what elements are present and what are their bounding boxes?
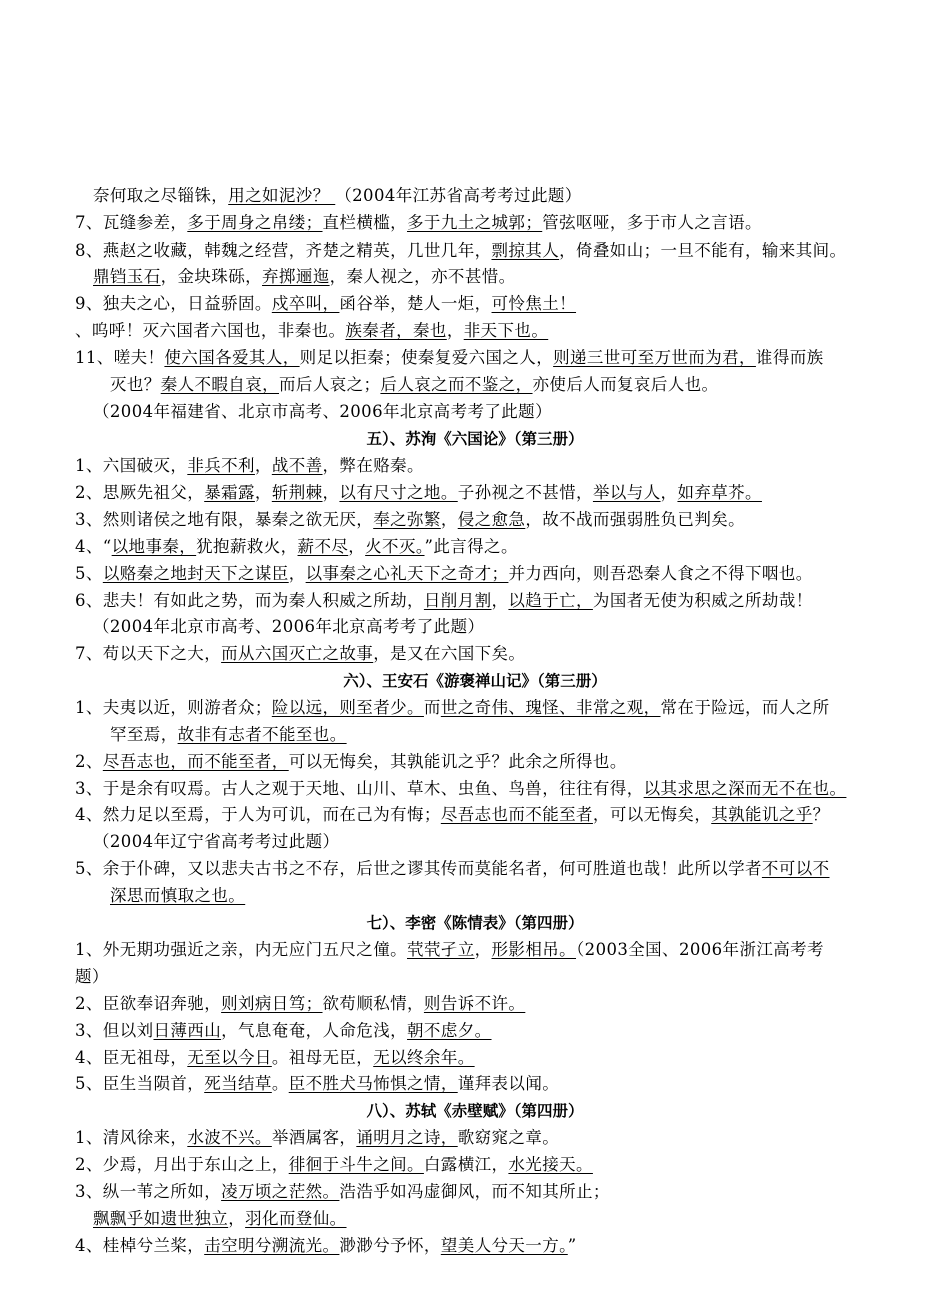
underlined-text: 非天下也。	[463, 321, 549, 340]
text-segment: 而	[423, 698, 441, 717]
text-segment: 4、桂棹兮兰桨，	[75, 1236, 205, 1255]
text-segment: 可以无悔矣，其孰能讥之乎？此余之所得也。	[288, 752, 627, 771]
text-line	[75, 1128, 559, 1148]
section-heading	[0, 1101, 950, 1121]
text-line	[75, 940, 824, 960]
underlined-text: 飘飘乎如遗世独立	[93, 1209, 229, 1228]
underlined-text: 使六国各爱其人，	[164, 348, 300, 367]
text-segment: 、呜呼！灭六国者六国也，非秦也。	[75, 321, 346, 340]
text-segment: ，	[254, 483, 272, 502]
text-line	[75, 779, 846, 799]
text-segment: 谨拜表以闻。	[457, 1074, 560, 1093]
text-segment: （2004年辽宁省高考考过此题）	[93, 832, 340, 851]
text-segment: 5、余于仆碑，又以悲夫古书之不存，后世之谬其传而莫能名者，何可胜道也哉！此所以学者	[75, 859, 762, 878]
text-line	[75, 294, 576, 314]
text-line	[75, 644, 525, 664]
text-segment: ，	[288, 564, 306, 583]
text-segment: 8、燕赵之收藏，韩魏之经营，齐楚之精英，几世几年，	[75, 241, 492, 260]
text-segment: 子孙视之不甚惜，	[457, 483, 593, 502]
underlined-text: 则刘病日笃；	[221, 994, 323, 1013]
text-segment: ，	[228, 1209, 246, 1228]
underlined-text: 则告诉不许。	[423, 994, 526, 1013]
text-line	[75, 994, 525, 1014]
text-line	[75, 967, 109, 987]
underlined-text: 战不善	[271, 456, 323, 475]
text-segment: 渺渺兮予怀，	[339, 1236, 441, 1255]
text-segment: 。祖母无臣，	[271, 1048, 374, 1067]
text-segment: 3、然则诸侯之地有限，暴秦之欲无厌，	[75, 510, 374, 529]
text-segment: ，	[254, 456, 272, 475]
underlined-text: 故非有志者不能至也。	[177, 725, 347, 744]
text-segment: 五）、苏洵《六国论》（第三册）	[366, 430, 584, 448]
underlined-text: 尽吾志也而不能至者	[440, 805, 593, 824]
text-line	[93, 832, 339, 852]
text-segment: 奈何取之尽锱铢，	[93, 186, 229, 205]
text-segment: （2004年北京市高考、2006年北京高考考了此题）	[93, 617, 485, 636]
underlined-text: 用之如泥沙？	[228, 186, 336, 205]
text-segment: ，是又在六国下矣。	[373, 644, 526, 663]
underlined-text: 族秦者，秦也	[345, 321, 447, 340]
text-segment: 谁得而族	[755, 348, 824, 367]
underlined-text: 其孰能讥之乎	[711, 805, 813, 824]
underlined-text: 火不灭。	[365, 537, 425, 556]
text-segment: ，	[446, 321, 464, 340]
underlined-text: 多于周身之帛缕；	[187, 213, 323, 232]
text-segment: （2003全国、2006年浙江高考考	[576, 940, 824, 959]
text-line	[75, 348, 824, 368]
text-segment: ，	[474, 940, 492, 959]
text-segment: 歌窈窕之章。	[457, 1128, 560, 1147]
underlined-text: 世之奇伟、瑰怪、非常之观，	[440, 698, 661, 717]
text-segment: 则足以拒秦；使秦复爱六国之人，	[299, 348, 554, 367]
underlined-text: 羽化而登仙。	[245, 1209, 347, 1228]
underlined-text: 击空明兮溯流光。	[204, 1236, 340, 1255]
text-segment: 1、清风徐来，	[75, 1128, 188, 1147]
underlined-text: 死当结草	[204, 1074, 272, 1093]
underlined-text: 可怜焦土！	[491, 294, 577, 313]
underlined-text: 而从六国灭亡之故事	[221, 644, 374, 663]
underlined-text: 如弃草芥。	[677, 483, 762, 502]
text-line	[75, 859, 830, 879]
text-segment: 八）、苏轼《赤壁赋》（第四册）	[366, 1102, 584, 1120]
underlined-text: 薪不尽	[297, 537, 349, 556]
underlined-text: 举以与人	[592, 483, 661, 502]
text-segment: 2、少焉，月出于东山之上，	[75, 1155, 289, 1174]
text-line	[75, 537, 518, 557]
text-line	[75, 1048, 475, 1068]
text-segment: 。	[271, 1074, 289, 1093]
text-segment: 常在于险远，而人之所	[660, 698, 830, 717]
text-segment: 浩浩乎如冯虚御风，而不知其所止；	[339, 1182, 610, 1201]
text-segment: 亦使后人而复哀后人也。	[532, 375, 719, 394]
text-segment: 5、	[75, 564, 103, 583]
underlined-text: 戍卒叫，	[271, 294, 340, 313]
text-segment: 11、嗟夫！	[75, 348, 165, 367]
underlined-text: 诵明月之诗，	[356, 1128, 458, 1147]
text-segment: ”	[567, 1236, 577, 1255]
underlined-text: 无至以今日	[187, 1048, 272, 1067]
text-segment: ，气息奄奄，人命危浅，	[221, 1021, 408, 1040]
underlined-text: 尽吾志也，而不能至者，	[102, 752, 289, 771]
text-segment: 为国者无使为积威之所劫哉！	[592, 591, 813, 610]
text-line	[75, 805, 830, 825]
underlined-text: 斩荆棘	[271, 483, 323, 502]
text-line	[75, 241, 846, 261]
text-line	[110, 375, 718, 395]
underlined-text: 则递三世可至万世而为君，	[553, 348, 756, 367]
text-segment: 犹抱薪救火，	[196, 537, 298, 556]
underlined-text: 以趋于亡，	[508, 591, 593, 610]
section-heading	[0, 913, 950, 933]
text-segment: 2、	[75, 752, 103, 771]
underlined-text: 臣不胜犬马怖惧之情，	[288, 1074, 458, 1093]
underlined-text: 徘徊于斗牛之间。	[288, 1155, 424, 1174]
text-segment: 直栏横槛，	[322, 213, 408, 232]
text-line	[93, 267, 516, 287]
text-segment: （2004年福建省、北京市高考、2006年北京高考考了此题）	[93, 402, 552, 421]
text-segment: ，弊在赂秦。	[322, 456, 424, 475]
text-segment: ，可以无悔矣，	[592, 805, 712, 824]
underlined-text: 以赂秦之地封天下之谋臣	[102, 564, 289, 583]
underlined-text: 日薄西山	[153, 1021, 222, 1040]
text-segment: ，	[440, 510, 458, 529]
underlined-text: 险以远，则至者少。	[271, 698, 424, 717]
underlined-text: 茕茕孑立	[407, 940, 475, 959]
text-segment: ，倚叠如山；一旦不能有，输来其间。	[559, 241, 847, 260]
text-segment: ，	[322, 483, 340, 502]
text-segment: ，故不战而强弱胜负已判矣。	[525, 510, 746, 529]
underlined-text: 以有尺寸之地。	[339, 483, 458, 502]
text-segment: （2004年江苏省高考考过此题）	[335, 186, 582, 205]
text-segment: ，秦人视之，亦不甚惜。	[329, 267, 516, 286]
text-segment: ，	[491, 591, 509, 610]
underlined-text: 多于九土之城郭；	[407, 213, 543, 232]
text-line	[75, 1074, 559, 1094]
text-segment: 7、苟以天下之大，	[75, 644, 222, 663]
text-segment: 并力西向，则吾恐秦人食之不得下咽也。	[508, 564, 813, 583]
text-line	[93, 1209, 347, 1229]
text-line	[75, 1021, 492, 1041]
text-line	[75, 1236, 577, 1256]
text-line	[75, 321, 548, 341]
section-heading	[0, 429, 950, 449]
text-line	[75, 564, 813, 584]
text-segment: 4、臣无祖母，	[75, 1048, 188, 1067]
text-segment: 5、臣生当陨首，	[75, 1074, 205, 1093]
text-line	[75, 752, 627, 772]
text-segment: 4、然力足以至焉，于人为可讥，而在己为有悔；	[75, 805, 441, 824]
text-segment: 3、纵一苇之所如，	[75, 1182, 222, 1201]
text-line	[75, 483, 762, 503]
text-line	[75, 213, 762, 233]
text-line	[93, 186, 582, 206]
text-line	[75, 510, 745, 530]
text-segment: 灭也？	[110, 375, 161, 394]
text-segment: 函谷举，楚人一炬，	[339, 294, 492, 313]
underlined-text: 水光接天。	[508, 1155, 593, 1174]
text-segment: 4、“	[75, 537, 112, 556]
text-segment: 罕至焉，	[110, 725, 178, 744]
text-segment: 3、但以刘	[75, 1021, 154, 1040]
underlined-text: 剽掠其人	[491, 241, 560, 260]
text-segment: 7、瓦缝参差，	[75, 213, 188, 232]
underlined-text: 望美人兮天一方。	[440, 1236, 568, 1255]
underlined-text: 鼎铛玉石	[93, 267, 161, 286]
text-segment: 管弦呕哑，多于市人之言语。	[542, 213, 762, 232]
text-line	[93, 617, 484, 637]
underlined-text: 以事秦之心礼天下之奇才；	[305, 564, 509, 583]
text-segment: ？	[812, 805, 830, 824]
text-segment: 而后人哀之；	[279, 375, 381, 394]
underlined-text: 凌万顷之茫然。	[221, 1182, 340, 1201]
underlined-text: 朝不虑夕。	[407, 1021, 492, 1040]
section-heading	[0, 671, 950, 691]
underlined-text: 侵之愈急	[457, 510, 526, 529]
underlined-text: 秦人不暇自哀，	[160, 375, 280, 394]
text-segment: 1、夫夷以近，则游者众；	[75, 698, 272, 717]
underlined-text: 后人哀之而不鉴之，	[380, 375, 533, 394]
text-segment: ，	[660, 483, 678, 502]
text-line	[93, 402, 552, 422]
underlined-text: 非兵不利	[187, 456, 255, 475]
text-segment: ”此言得之。	[424, 537, 518, 556]
text-segment: 9、独夫之心，日益骄固。	[75, 294, 272, 313]
text-segment: 七）、李密《陈情表》（第四册）	[366, 914, 584, 932]
text-segment: 6、悲夫！有如此之势，而为秦人积威之所劫，	[75, 591, 424, 610]
text-segment: 欲苟顺私情，	[322, 994, 424, 1013]
text-segment: 2、思厥先祖父，	[75, 483, 205, 502]
underlined-text: 形影相吊。	[491, 940, 577, 959]
text-segment: ，	[348, 537, 366, 556]
text-line	[75, 698, 830, 718]
underlined-text: 日削月割	[423, 591, 492, 610]
text-segment: 1、六国破灭，	[75, 456, 188, 475]
underlined-text: 奉之弥繁	[373, 510, 441, 529]
text-segment: 题）	[75, 967, 109, 986]
text-segment: 六）、王安石《游褒禅山记》（第三册）	[343, 672, 607, 690]
underlined-text: 深思而慎取之也。	[110, 886, 246, 905]
text-segment: ，金块珠砾，	[160, 267, 263, 286]
underlined-text: 以地事秦，	[111, 537, 197, 556]
text-segment: 1、外无期功强近之亲，内无应门五尺之僮。	[75, 940, 407, 959]
text-line	[110, 725, 347, 745]
underlined-text: 弃掷逦迤	[262, 267, 330, 286]
text-segment: 白露横江，	[423, 1155, 509, 1174]
underlined-text: 不可以不	[761, 859, 830, 878]
underlined-text: 无以终余年。	[373, 1048, 475, 1067]
text-line	[75, 1182, 610, 1202]
underlined-text: 以其求思之深而无不在也。	[643, 779, 847, 798]
text-line	[110, 886, 245, 906]
text-segment: 3、于是余有叹焉。古人之观于天地、山川、草木、虫鱼、鸟兽，往往有得，	[75, 779, 644, 798]
text-line	[75, 1155, 593, 1175]
text-line	[75, 456, 424, 476]
underlined-text: 水波不兴。	[187, 1128, 272, 1147]
text-segment: 2、臣欲奉诏奔驰，	[75, 994, 222, 1013]
text-line	[75, 591, 813, 611]
underlined-text: 暴霜露	[204, 483, 255, 502]
text-segment: 举酒属客，	[271, 1128, 357, 1147]
